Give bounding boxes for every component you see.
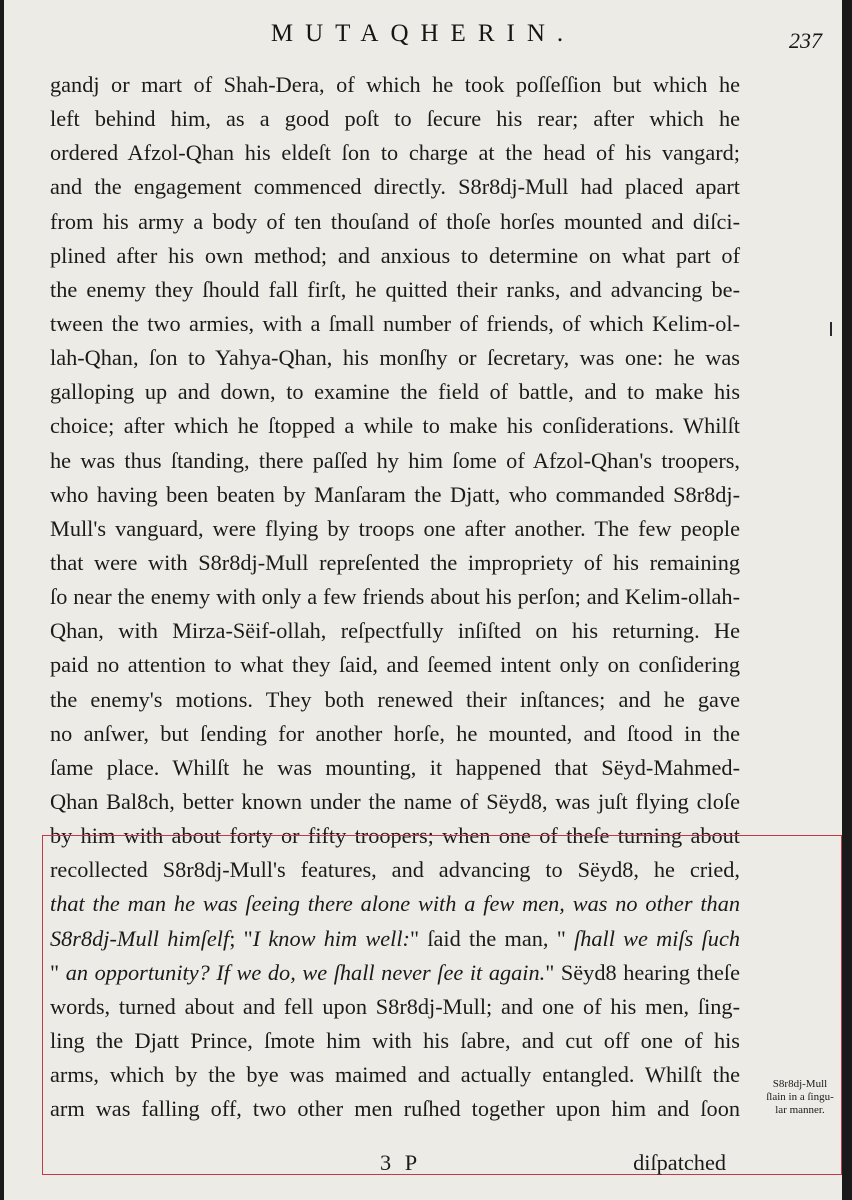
text-line [50, 751, 740, 785]
text-segment: Qhan Bal8ch, better known under the name of Sëyd8, was juſt flying cloſe [50, 788, 740, 814]
text-segment: plined after his own method; and anxious to determine on what part of [50, 242, 740, 268]
text-line [50, 205, 740, 239]
highlight-box [42, 835, 842, 1175]
text-segment: Mull's vanguard, were flying by troops one after another. The few people [50, 515, 740, 541]
italic-text: ſhall we miſs ſuch [574, 925, 740, 951]
text-segment: lah-Qhan, ſon to Yahya-Qhan, his monſhy or ſecretary, was one: he was [50, 345, 740, 371]
text-segment: he was thus ſtanding, there paſſed hy him ſome of Afzol-Qhan's troopers, [50, 447, 740, 473]
text-line [50, 546, 740, 580]
text-line [50, 102, 740, 136]
text-segment: arm was falling off, two other men ruſhed together upon him and ſoon [50, 1096, 740, 1122]
text-line [50, 409, 740, 443]
text-segment: " Sëyd8 hearing theſe [545, 959, 740, 985]
text-line [50, 444, 740, 478]
signature-mark: 3 P [380, 1150, 422, 1175]
text-segment: tween the two armies, with a ſmall number of friends, of which Kelim-ol- [50, 310, 740, 336]
text-segment: Qhan, with Mirza-Sëif-ollah, reſpectfully inſiſted on his returning. He [50, 618, 740, 644]
text-segment: recollected S8r8dj-Mull's features, and advancing to Sëyd8, he cried, [50, 857, 740, 883]
text-line [50, 614, 740, 648]
text-line [50, 170, 740, 204]
text-segment: ſo near the enemy with only a few friends about his perſon; and Kelim-ollah- [50, 584, 740, 610]
text-segment: who having been beaten by Manſaram the Djatt, who commanded S8r8dj- [50, 481, 740, 507]
text-line [50, 136, 740, 170]
text-segment: by him with about forty or fifty troopers; when one of theſe turning about [50, 823, 740, 849]
margin-mark [830, 322, 832, 336]
running-title: MUTAQHERIN. [270, 20, 576, 47]
text-line [50, 648, 740, 682]
text-segment: paid no attention to what they ſaid, and ſeemed intent only on conſidering [50, 652, 740, 678]
text-segment: ling the Djatt Prince, ſmote him with his ſabre, and cut off one of his [50, 1027, 740, 1053]
text-line [50, 580, 740, 614]
margin-note-line: ſlain in a ſingu- [766, 1091, 834, 1103]
text-segment: no anſwer, but ſending for another horſe, he mounted, and ſtood in the [50, 720, 740, 746]
margin-note [754, 1078, 846, 1117]
italic-text: I know him well: [252, 925, 410, 951]
text-segment: ordered Afzol-Qhan his eldeſt ſon to charge at the head of his vangard; [50, 140, 740, 166]
text-segment: choice; after which he ſtopped a while to make his conſiderations. Whilſt [50, 413, 740, 439]
page-footer [50, 1150, 740, 1184]
text-segment: " [50, 959, 66, 985]
text-segment: the enemy they ſhould fall firſt, he quitted their ranks, and advancing be- [50, 276, 740, 302]
text-line [50, 239, 740, 273]
page-header [4, 18, 842, 58]
catchword: diſpatched [633, 1150, 726, 1175]
text-segment: arms, which by the bye was maimed and actually entangled. Whilſt the [50, 1062, 740, 1088]
text-segment: galloping up and down, to examine the field of battle, and to make his [50, 379, 740, 405]
text-line [50, 341, 740, 375]
margin-note-line: S8r8dj-Mull [772, 1078, 828, 1090]
book-page [4, 0, 842, 1200]
text-line [50, 717, 740, 751]
margin-note-line: lar manner. [775, 1104, 825, 1116]
text-line [50, 307, 740, 341]
text-segment: gandj or mart of Shah-Dera, of which he took poſſeſſion but which he [50, 72, 740, 97]
text-segment: left behind him, as a good poſt to ſecure his rear; after which he [50, 106, 740, 132]
text-segment: ſame place. Whilſt he was mounting, it happened that Sëyd-Mahmed- [50, 754, 740, 780]
text-line [50, 375, 740, 409]
text-segment: that were with S8r8dj-Mull repreſented the impropriety of his remaining [50, 549, 740, 575]
italic-text: S8r8dj-Mull himſelf [50, 925, 230, 951]
text-line [50, 68, 740, 102]
text-segment: " ſaid the man, " [409, 925, 575, 951]
text-line [50, 785, 740, 819]
text-segment: and the engagement commenced directly. S8r8dj-Mull had placed apart [50, 174, 740, 200]
text-line [50, 478, 740, 512]
text-line [50, 273, 740, 307]
text-segment: ; " [229, 925, 253, 951]
text-segment: the enemy's motions. They both renewed their inſtances; and he gave [50, 686, 740, 712]
italic-text: that the man he was ſeeing there alone with a few men, was no other than [50, 891, 740, 917]
italic-text: an opportunity? If we do, we ſhall never ſee it again. [65, 959, 546, 985]
text-segment: words, turned about and fell upon S8r8dj-Mull; and one of his men, ſing- [50, 993, 740, 1019]
text-line [50, 512, 740, 546]
text-line [50, 683, 740, 717]
text-segment: from his army a body of ten thouſand of thoſe horſes mounted and diſci- [50, 208, 740, 234]
page-number: 237 [789, 28, 822, 53]
